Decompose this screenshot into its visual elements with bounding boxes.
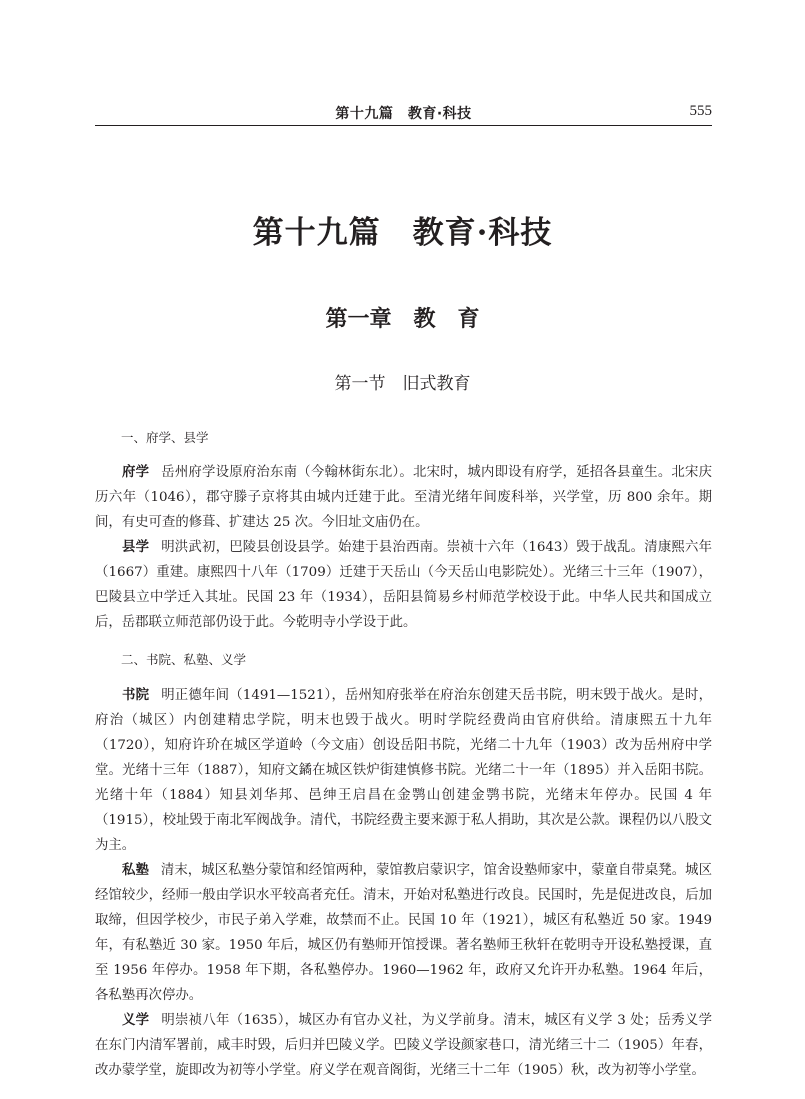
paragraph-lead: 私塾 bbox=[122, 863, 149, 878]
running-head bbox=[95, 101, 712, 123]
paragraph-text: 清末，城区私塾分蒙馆和经馆两种，蒙馆教启蒙识字，馆舍设塾师家中，蒙童自带桌凳。城区经馆较少，经师一般由学识水平较高者充任。清末，开始对私塾进行改良。民国时，先是促进改良，后加取缔，但因学校少，市民子弟入学难，故禁而不止。民国 10 年（1921），城区有私塾近 50 家。1949 年，有私塾近 30 家。1950 年后，城区仍有塾师开馆授课。著名塾师王秋轩在乾明寺开设私塾授课，直至 1956 年停办。1958 年下期，各私塾停办。1960—1962 年，政府又允许开办私塾。1964 年后，各私塾再次停办。 bbox=[95, 863, 713, 1003]
paragraph-lead: 书院 bbox=[122, 688, 150, 703]
paragraph-shuyuan bbox=[95, 683, 712, 858]
section-title: 第一节 旧式教育 bbox=[334, 374, 471, 394]
paragraph-xianxue bbox=[95, 535, 712, 635]
paragraph-text: 岳州府学设原府治东南（今翰林街东北）。北宋时，城内即设有府学，延招各县童生。北宋庆历六年（1046），郡守滕子京将其由城内迁建于此。至清光绪年间废科举，兴学堂，历 800 余年。期间，有史可查的修葺、扩建达 25 次。今旧址文庙仍在。 bbox=[95, 465, 713, 530]
paragraph-text: 明崇祯八年（1635），城区办有官办义社，为义学前身。清末，城区有义学 3 处；岳秀义学在东门内清军署前，咸丰时毁，后归并巴陵义学。巴陵义学设颜家巷口，清光绪三十二（1905）年春，改办蒙学堂，旋即改为初等小学堂。府义学在观音阁街，光绪三十二年（1905）秋，改为初等小学堂。 bbox=[95, 1013, 712, 1078]
paragraph-lead: 义学 bbox=[122, 1013, 150, 1028]
chapter-title: 第一章 教 育 bbox=[325, 307, 480, 332]
subsection-heading: 二、书院、私塾、义学 bbox=[121, 652, 247, 667]
page-number: 555 bbox=[689, 103, 712, 119]
paragraph-text: 明洪武初，巴陵县创设县学。始建于县治西南。崇祯十六年（1643）毁于战乱。清康熙六年（1667）重建。康熙四十八年（1709）迁建于天岳山（今天岳山电影院处）。光绪三十三年（1907），巴陵县立中学迁入其址。民国 23 年（1934），岳阳县简易乡村师范学校设于此。中华人民共和国成立后，岳郡联立师范部仍设于此。今乾明寺小学设于此。 bbox=[95, 540, 713, 630]
header-rule bbox=[95, 125, 712, 126]
paragraph-lead: 县学 bbox=[122, 540, 150, 555]
paragraph-sishu bbox=[95, 858, 712, 1008]
part-title: 第十九篇 教育·科技 bbox=[252, 215, 553, 251]
paragraph-lead: 府学 bbox=[122, 465, 150, 480]
paragraph-yixue bbox=[95, 1008, 712, 1083]
subsection-heading: 一、府学、县学 bbox=[121, 430, 209, 445]
running-head-title: 第十九篇 教育·科技 bbox=[335, 106, 472, 122]
paragraph-text: 明正德年间（1491—1521），岳州知府张举在府治东创建天岳书院，明末毁于战火。是时，府治（城区）内创建精忠学院，明末也毁于战火。明时学院经费尚由官府供给。清康熙五十九年（1720），知府许玠在城区学道岭（今文庙）创设岳阳书院，光绪二十九年（1903）改为岳州府中学堂。光绪十三年（1887），知府文鐍在城区铁炉街建慎修书院。光绪二十一年（1895）并入岳阳书院。光绪十年（1884）知县刘华邦、邑绅王启昌在金鹗山创建金鹗书院，光绪末年停办。民国 4 年（1915），校址毁于南北军阀战争。清代，书院经费主要来源于私人捐助，其次是公款。课程仍以八股文为主。 bbox=[95, 688, 712, 853]
body-text bbox=[95, 425, 712, 1083]
paragraph-fuxue bbox=[95, 460, 712, 535]
